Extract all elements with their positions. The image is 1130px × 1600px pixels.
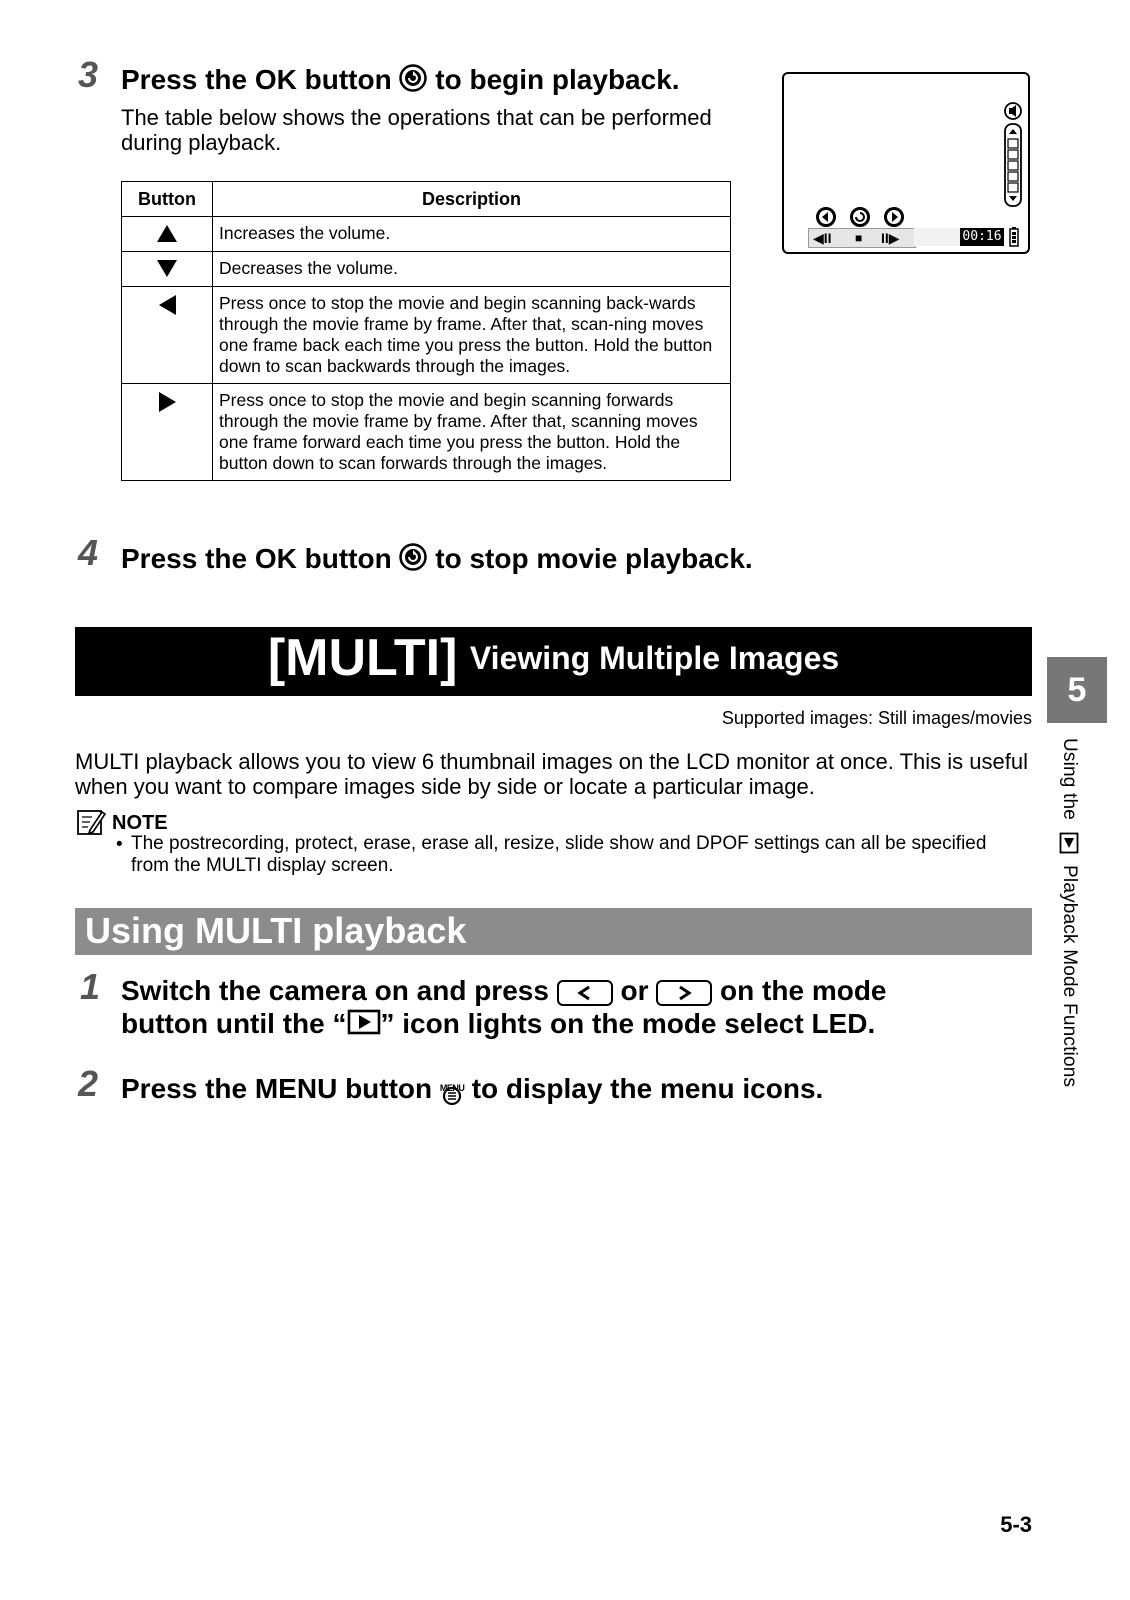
supported-images: Supported images: Still images/movies: [721, 708, 1032, 728]
playback-control-bar: [808, 228, 916, 248]
playback-mode-icon: [347, 1009, 381, 1042]
banner-title: [MULTI]: [267, 629, 458, 687]
stop-control: ■: [855, 231, 863, 245]
step-3-intro: The table below shows the operations that can be performed during playback.: [121, 105, 712, 155]
step-3-number: 3: [78, 54, 99, 95]
frame-forward-control: II▶: [881, 230, 900, 246]
step-4-heading: [121, 542, 753, 578]
step-3-heading: [121, 63, 680, 99]
chapter-tab: 5: [1047, 657, 1107, 723]
step-2-number: 2: [78, 1063, 99, 1104]
step-1-text-c: button until the “: [121, 1008, 347, 1039]
side-label-b: Playback Mode Functions: [1059, 865, 1080, 1088]
elapsed-time: 00:16: [960, 228, 1004, 246]
step-4-number: 4: [78, 532, 99, 573]
table-cell-button: [122, 252, 213, 287]
table-header-row: [122, 182, 731, 217]
playback-side-icon: [1058, 832, 1080, 854]
menu-button-icon: [440, 1074, 464, 1108]
up-arrow-icon: [157, 225, 177, 242]
left-arrow-icon: [159, 295, 176, 315]
step-1-number: 1: [80, 966, 101, 1007]
chapter-side-label: [1058, 738, 1080, 1087]
table-cell-description: Decreases the volume.: [213, 252, 731, 287]
step-1-text: [121, 974, 1021, 1042]
table-cell-description: Press once to stop the movie and begin scanning forwards through the movie frame by frame. After that, scanning moves one frame forward each time you press the button. Hold the button down to scan forwards through the images.: [213, 384, 731, 481]
note-icon: [76, 808, 106, 836]
table-cell-description: Increases the volume.: [213, 217, 731, 252]
lcd-playback-screen: [782, 72, 1030, 254]
page-number: 5-3: [1000, 1512, 1032, 1537]
frame-back-control: ◀II: [813, 230, 832, 246]
step-2-text: [121, 1072, 823, 1108]
step-3-heading-pre: Press the OK button: [121, 64, 392, 95]
table-cell-button: [122, 384, 213, 481]
menu-button-label: MENU: [439, 1082, 465, 1093]
operations-table: [121, 181, 731, 481]
table-row: [122, 287, 731, 384]
note-text: The postrecording, protect, erase, erase all, resize, slide show and DPOF settings can all be specified from the MULTI display screen.: [131, 833, 987, 876]
multi-section-banner: [75, 627, 1032, 696]
right-mode-key-icon: [656, 980, 712, 1006]
section-title-bar: [75, 908, 1032, 955]
table-header-description: Description: [213, 182, 731, 217]
step-1-text-b: on the mode: [720, 975, 887, 1006]
table-row: [122, 217, 731, 252]
step-1-text-a: Switch the camera on and press: [121, 975, 549, 1006]
step-1-text-or: or: [620, 975, 649, 1006]
down-arrow-icon: [157, 260, 177, 277]
step-2-text-a: Press the MENU button: [121, 1073, 433, 1104]
table-cell-description: Press once to stop the movie and begin scanning back-wards through the movie frame by frame. After that, scan-ning moves one frame back each time you press the button. Hold the button down to scan backwards through the images.: [213, 287, 731, 384]
note-bullet-mark: •: [116, 834, 123, 855]
section-title: Using MULTI playback: [85, 910, 467, 951]
table-cell-button: [122, 217, 213, 252]
right-arrow-icon: [159, 392, 176, 412]
playback-control-icons: [816, 206, 906, 228]
table-header-button: Button: [122, 182, 213, 217]
step-3-heading-post: to begin playback.: [435, 64, 680, 95]
banner-subtitle: Viewing Multiple Images: [469, 640, 840, 676]
ok-button-icon: [399, 543, 427, 578]
lcd-bar-spacer: [914, 228, 960, 246]
battery-icon: [1009, 227, 1019, 247]
table-row: [122, 252, 731, 287]
note-label: NOTE: [112, 812, 168, 834]
side-label-a: Using the: [1059, 738, 1080, 821]
step-1-text-d: ” icon lights on the mode select LED.: [380, 1008, 876, 1039]
ok-button-icon: [399, 64, 427, 99]
step-2-text-b: to display the menu icons.: [471, 1073, 824, 1104]
intro-paragraph: MULTI playback allows you to view 6 thumbnail images on the LCD monitor at once. This is useful when you want to compare images side by side or locate a particular image.: [75, 749, 1028, 799]
step-4-heading-post: to stop movie playback.: [435, 543, 753, 574]
step-4-heading-pre: Press the OK button: [121, 543, 392, 574]
left-mode-key-icon: [557, 980, 613, 1006]
table-cell-button: [122, 287, 213, 384]
volume-bar-icon: [1002, 102, 1024, 208]
table-row: [122, 384, 731, 481]
